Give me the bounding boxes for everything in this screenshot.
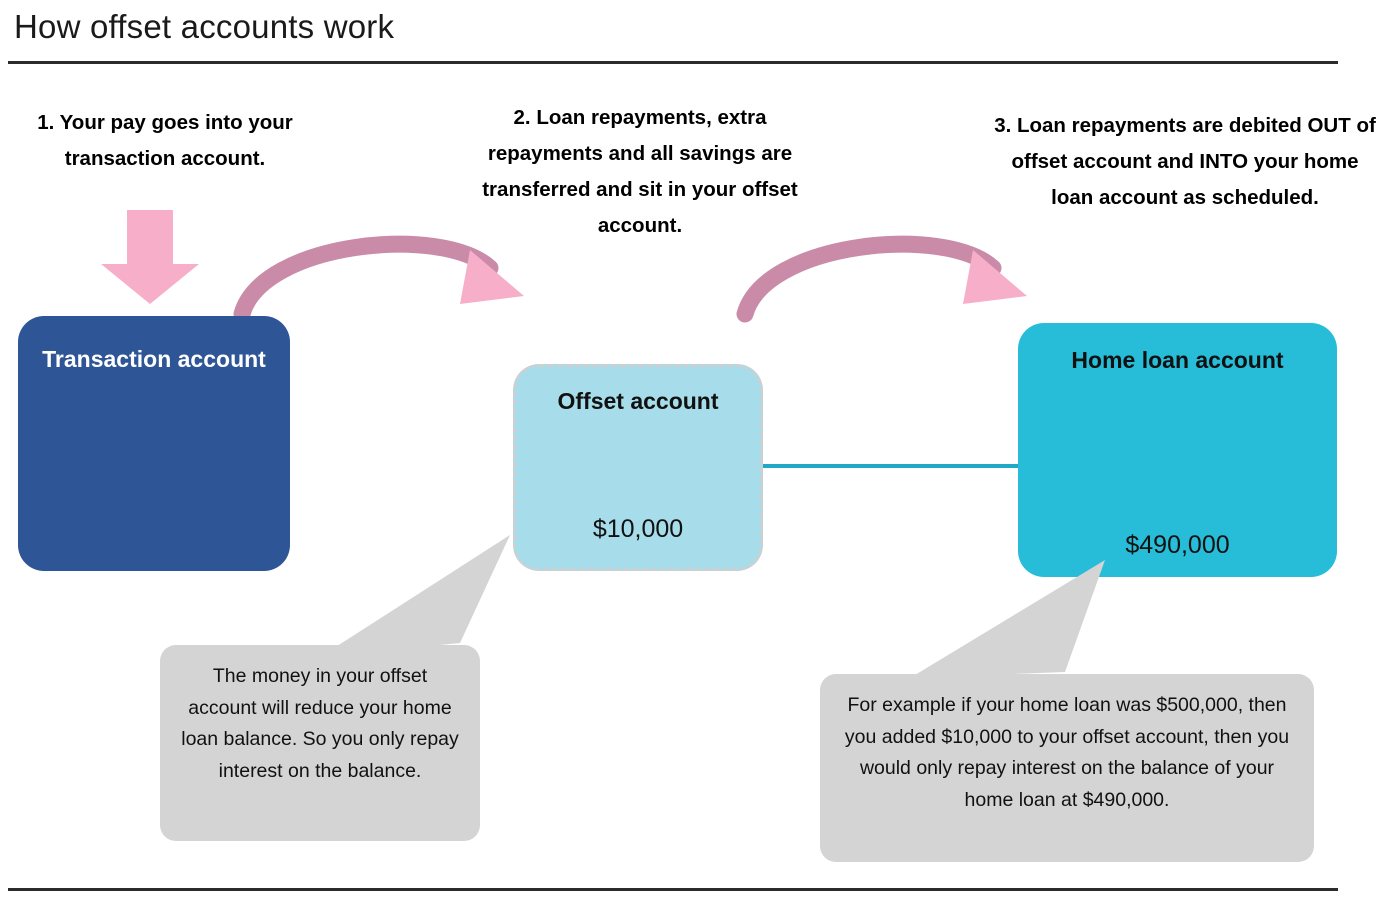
transaction-account-title: Transaction account (42, 346, 266, 372)
step-caption-1: 1. Your pay goes into your transaction account. (37, 111, 293, 170)
arrow-down-icon (95, 210, 205, 305)
callout-offset-note: The money in your offset account will reduce your home loan balance. So you only repay interest on the balance. (160, 645, 480, 841)
offset-to-home-loan-connector (762, 464, 1020, 468)
arrow-curve-2-icon (735, 222, 1035, 327)
home-loan-account-box[interactable] (1018, 323, 1337, 577)
offset-account-box[interactable] (513, 364, 763, 571)
divider-bottom (8, 888, 1338, 891)
offset-account-title: Offset account (557, 388, 719, 414)
callout-tail-home (900, 560, 1120, 690)
callout-home-loan-note: For example if your home loan was $500,000, then you added $10,000 to your offset account, then you would only repay interest on the balance of your home loan at $490,000. (820, 674, 1314, 862)
home-loan-account-amount: $490,000 (1125, 531, 1230, 559)
offset-account-amount: $10,000 (592, 515, 684, 543)
home-loan-account-title: Home loan account (1071, 347, 1284, 373)
transaction-account-box[interactable] (18, 316, 290, 571)
step-caption-3: 3. Loan repayments are debited OUT of offset account and INTO your home loan account as scheduled. (994, 114, 1376, 209)
page-title: How offset accounts work (14, 8, 395, 45)
step-caption-2: 2. Loan repayments, extra repayments and all savings are transferred and sit in your offset account. (482, 106, 798, 237)
divider-top (8, 61, 1338, 64)
arrow-curve-1-icon (232, 222, 532, 327)
